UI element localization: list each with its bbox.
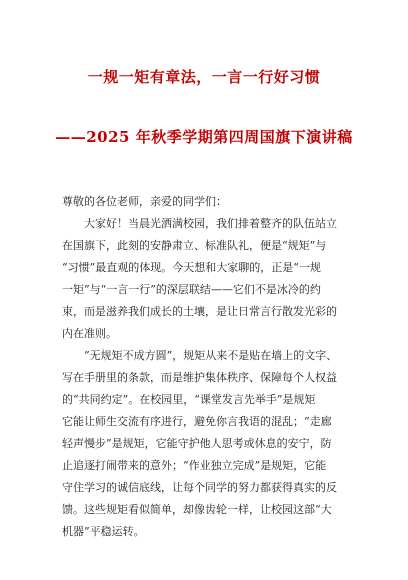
paragraph-line: 的“共同约定”。在校园里，“课堂发言先举手”是规矩 [62, 393, 316, 406]
paragraph-line: 轻声慢步”是规矩，它能守护他人思考或休息的安宁，防 [62, 437, 332, 450]
paragraph-line: “习惯”最直观的体现。今天想和大家聊的，正是“一规 [62, 261, 321, 274]
paragraph-line: 束，而是滋养我们成长的土壤，是让日常言行散发光彩的 [62, 305, 337, 318]
salutation: 尊敬的各位老师，亲爱的同学们： [62, 195, 227, 208]
paragraph-line: 馈。这些规矩看似简单，却像齿轮一样，让校园这部“大 [62, 503, 332, 516]
paragraph-line: 大家好！当晨光洒满校园，我们排着整齐的队伍站立 [84, 217, 337, 230]
paragraph-line: “无规矩不成方圆”，规矩从来不是贴在墙上的文字、 [84, 349, 338, 362]
paragraph-line: 写在手册里的条款，而是维护集体秩序、保障每个人权益 [62, 371, 337, 384]
document-subtitle: ——2025 年秋季学期第四周国旗下演讲稿 [55, 128, 353, 146]
paragraph-line: 一矩”与“一言一行”的深层联结——它们不是冰冷的约 [62, 283, 321, 296]
paragraph-line: 在国旗下，此刻的安静肃立、标准队礼，便是“规矩”与 [62, 239, 327, 252]
document-title: 一规一矩有章法，一言一行好习惯 [87, 68, 321, 86]
paragraph-line: 守住学习的诚信底线，让每个同学的努力都获得真实的反 [62, 481, 337, 494]
paragraph-line: 它能让师生交流有序进行，避免你言我语的混乱；“走廊 [62, 415, 332, 428]
paragraph-line: 止追逐打闹带来的意外；“作业独立完成”是规矩，它能 [62, 459, 327, 472]
paragraph-line: 机器”平稳运转。 [62, 525, 145, 538]
paragraph-line: 内在准则。 [62, 327, 117, 340]
